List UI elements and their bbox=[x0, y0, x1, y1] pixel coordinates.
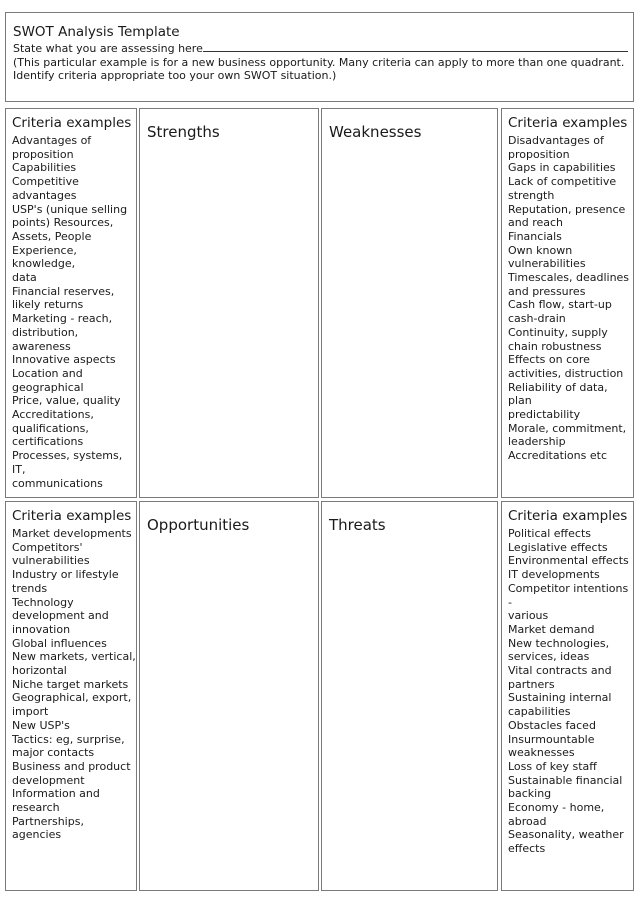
criteria-item: activities, distruction bbox=[508, 366, 624, 380]
assess-blank-line[interactable] bbox=[203, 41, 628, 52]
weaknesses-criteria-panel bbox=[501, 108, 634, 498]
criteria-item: Economy - home, bbox=[508, 801, 605, 815]
criteria-item: Competitor intentions - bbox=[508, 581, 629, 609]
criteria-item: major contacts bbox=[12, 746, 95, 760]
criteria-item: effects bbox=[508, 842, 546, 856]
criteria-item: various bbox=[508, 609, 549, 623]
assess-prompt bbox=[13, 41, 633, 56]
criteria-item: Reputation, presence bbox=[508, 202, 626, 216]
criteria-item: abroad bbox=[508, 814, 547, 828]
criteria-item: Business and product bbox=[12, 759, 131, 773]
criteria-item: capabilities bbox=[508, 705, 571, 719]
criteria-item: strength bbox=[508, 188, 555, 202]
criteria-item: Competitive bbox=[12, 175, 79, 189]
criteria-item: Geographical, export, bbox=[12, 691, 132, 705]
note-line-2: Identify criteria appropriate too your own SWOT situation.) bbox=[13, 69, 337, 82]
criteria-item: qualifications, bbox=[12, 421, 89, 435]
criteria-item: Global influences bbox=[12, 636, 107, 650]
criteria-item: Cash flow, start-up bbox=[508, 298, 612, 312]
criteria-list bbox=[12, 527, 136, 842]
criteria-item: import bbox=[12, 705, 49, 719]
criteria-title: Criteria examples bbox=[12, 508, 132, 524]
document-title: SWOT Analysis Template bbox=[13, 24, 180, 40]
criteria-item: Niche target markets bbox=[12, 677, 129, 691]
note-line-1: (This particular example is for a new business opportunity. Many criteria can apply to more than one quadrant. bbox=[13, 55, 625, 69]
criteria-item: Industry or lifestyle bbox=[12, 568, 119, 582]
criteria-item: and reach bbox=[508, 216, 563, 230]
criteria-item: innovation bbox=[12, 622, 71, 636]
criteria-item: IT developments bbox=[508, 568, 600, 582]
criteria-item: Location and bbox=[12, 366, 83, 380]
criteria-item: Tactics: eg, surprise, bbox=[12, 732, 125, 746]
criteria-item: USP's (unique selling bbox=[12, 202, 128, 216]
strengths-quadrant[interactable] bbox=[139, 108, 319, 498]
strengths-criteria-panel bbox=[5, 108, 137, 498]
criteria-item: Marketing - reach, bbox=[12, 312, 113, 326]
criteria-item: Capabilities bbox=[12, 161, 77, 175]
criteria-item: Reliability of data, plan bbox=[508, 380, 608, 408]
criteria-item: Obstacles faced bbox=[508, 718, 596, 732]
criteria-item: chain robustness bbox=[508, 339, 602, 353]
criteria-item: horizontal bbox=[12, 664, 67, 678]
criteria-title: Criteria examples bbox=[508, 115, 628, 131]
criteria-item: and pressures bbox=[508, 284, 586, 298]
criteria-item: Market demand bbox=[508, 622, 595, 636]
criteria-item: trends bbox=[12, 581, 48, 595]
criteria-item: leadership bbox=[508, 435, 566, 449]
criteria-item: advantages bbox=[12, 188, 77, 202]
opportunities-heading: Opportunities bbox=[147, 516, 250, 534]
assess-label: State what you are assessing here bbox=[13, 42, 203, 55]
criteria-title: Criteria examples bbox=[12, 115, 132, 131]
opportunities-criteria-panel bbox=[5, 501, 137, 891]
criteria-item: vulnerabilities bbox=[12, 554, 90, 568]
criteria-item: Information and bbox=[12, 787, 100, 801]
criteria-item: Processes, systems, IT, bbox=[12, 449, 123, 476]
criteria-item: development and bbox=[12, 609, 109, 623]
criteria-item: Effects on core bbox=[508, 353, 590, 367]
criteria-item: Competitors' bbox=[12, 540, 83, 554]
criteria-item: New technologies, bbox=[508, 636, 610, 650]
criteria-item: communications bbox=[12, 476, 103, 490]
criteria-item: Disadvantages of bbox=[508, 134, 604, 147]
criteria-item: Accreditations etc bbox=[508, 449, 607, 463]
criteria-item: Political effects bbox=[508, 527, 591, 540]
criteria-item: geographical bbox=[12, 380, 84, 394]
criteria-item: Technology bbox=[12, 595, 74, 609]
criteria-item: Experience, knowledge, bbox=[12, 243, 77, 271]
criteria-item: Environmental effects bbox=[508, 554, 629, 568]
criteria-item: Insurmountable bbox=[508, 732, 595, 746]
criteria-title: Criteria examples bbox=[508, 508, 628, 524]
threats-criteria-panel bbox=[501, 501, 634, 891]
criteria-item: backing bbox=[508, 787, 552, 801]
criteria-item: predictability bbox=[508, 408, 581, 422]
criteria-item: proposition bbox=[12, 147, 74, 161]
criteria-item: data bbox=[12, 271, 37, 285]
criteria-item: Financials bbox=[508, 229, 562, 243]
criteria-item: points) Resources, bbox=[12, 216, 114, 230]
criteria-item: Assets, People bbox=[12, 229, 92, 243]
criteria-item: Market developments bbox=[12, 527, 132, 540]
criteria-item: Advantages of bbox=[12, 134, 92, 147]
criteria-item: Vital contracts and bbox=[508, 664, 612, 678]
criteria-item: Legislative effects bbox=[508, 540, 608, 554]
criteria-item: New USP's bbox=[12, 718, 70, 732]
criteria-item: Price, value, quality bbox=[12, 394, 121, 408]
criteria-item: Lack of competitive bbox=[508, 175, 617, 189]
criteria-item: Accreditations, bbox=[12, 408, 94, 422]
criteria-item: development bbox=[12, 773, 85, 787]
criteria-list bbox=[508, 134, 633, 463]
criteria-item: research bbox=[12, 801, 60, 815]
criteria-item: cash-drain bbox=[508, 312, 566, 326]
weaknesses-quadrant[interactable] bbox=[321, 108, 498, 498]
weaknesses-heading: Weaknesses bbox=[329, 123, 422, 141]
criteria-item: vulnerabilities bbox=[508, 257, 586, 271]
criteria-item: certifications bbox=[12, 435, 84, 449]
threats-quadrant[interactable] bbox=[321, 501, 498, 891]
criteria-item: proposition bbox=[508, 147, 570, 161]
criteria-item: weaknesses bbox=[508, 746, 575, 760]
criteria-item: Continuity, supply bbox=[508, 325, 608, 339]
criteria-item: distribution, awareness bbox=[12, 325, 79, 353]
criteria-item: Own known bbox=[508, 243, 573, 257]
criteria-item: Morale, commitment, bbox=[508, 421, 627, 435]
criteria-item: Loss of key staff bbox=[508, 759, 597, 773]
criteria-item: Financial reserves, bbox=[12, 284, 115, 298]
criteria-item: Gaps in capabilities bbox=[508, 161, 616, 175]
opportunities-quadrant[interactable] bbox=[139, 501, 319, 891]
criteria-item: Seasonality, weather bbox=[508, 828, 624, 842]
criteria-item: Innovative aspects bbox=[12, 353, 116, 367]
criteria-item: likely returns bbox=[12, 298, 84, 312]
criteria-item: New markets, vertical, bbox=[12, 650, 136, 664]
criteria-item: Timescales, deadlines bbox=[508, 271, 630, 285]
criteria-item: services, ideas bbox=[508, 650, 590, 664]
criteria-item: Sustainable financial bbox=[508, 773, 623, 787]
header-box bbox=[5, 12, 634, 102]
criteria-item: partners bbox=[508, 677, 555, 691]
criteria-list bbox=[508, 527, 633, 856]
criteria-item: Partnerships, agencies bbox=[12, 814, 84, 842]
threats-heading: Threats bbox=[329, 516, 386, 534]
strengths-heading: Strengths bbox=[147, 123, 220, 141]
criteria-item: Sustaining internal bbox=[508, 691, 612, 705]
criteria-list bbox=[12, 134, 136, 490]
